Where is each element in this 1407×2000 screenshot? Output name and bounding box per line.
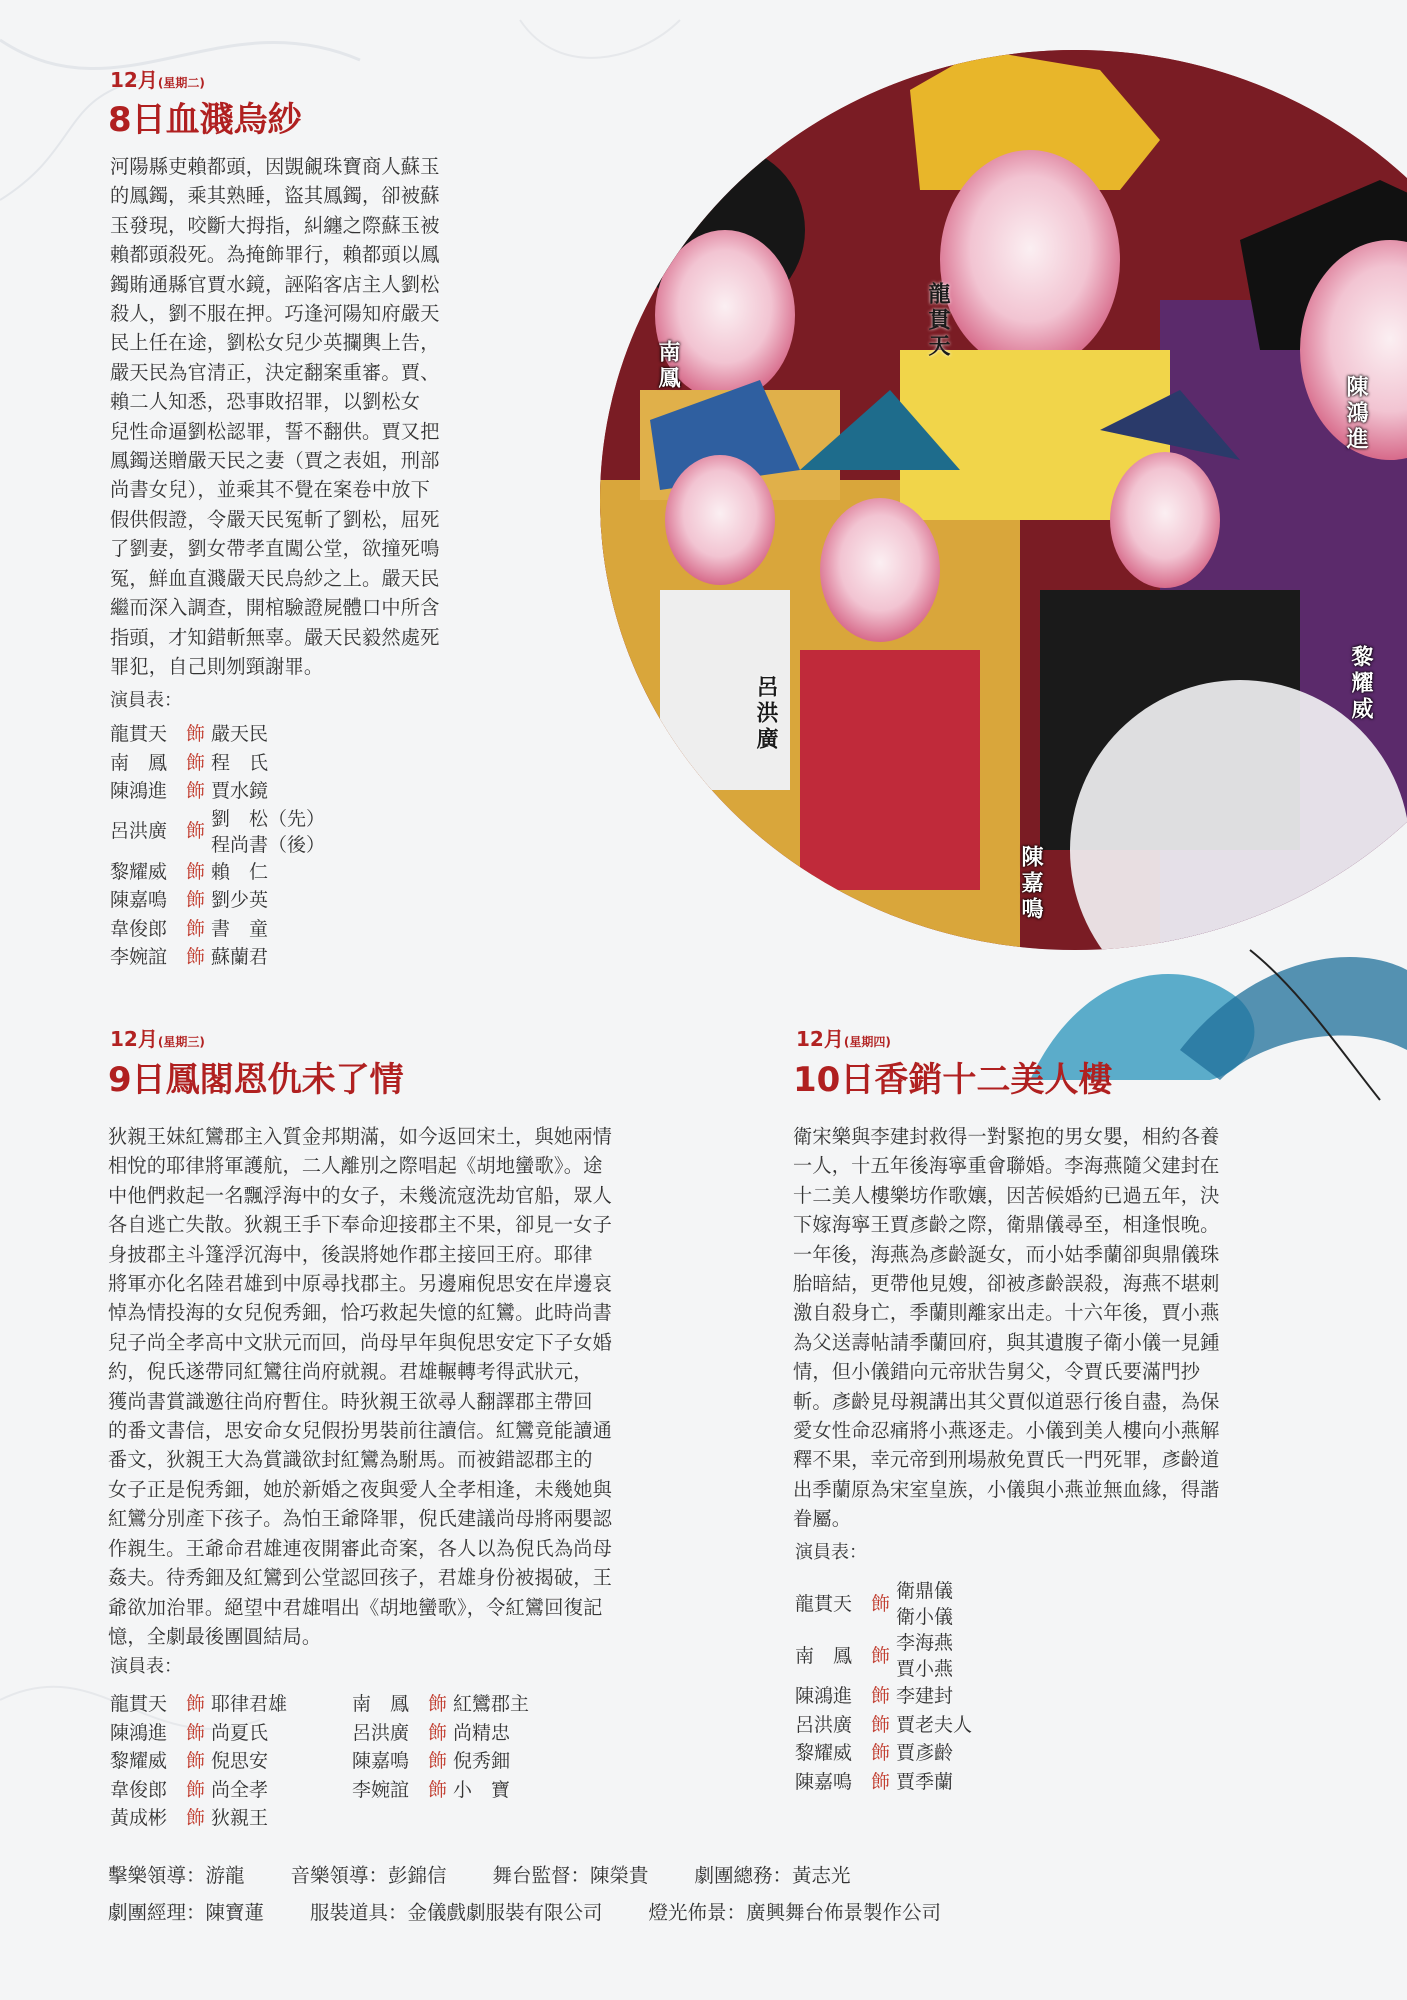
cast-role: 小 寶 [453,1778,511,1801]
caption-chenjiaming: 陳嘉鳴 [1018,845,1043,923]
credit-item: 服裝道具：金儀戲劇服裝有限公司 [310,1901,603,1924]
cast-row [352,1747,529,1776]
cast-actor: 南 鳳 [795,1644,853,1667]
cast-row [795,1768,972,1797]
synopsis-line: 悼為情投海的女兒倪秀鈿，恰巧救起失憶的紅鸞。此時尚書 [108,1301,613,1325]
cast-shi: 飾 [428,1778,448,1801]
synopsis-line: 獲尚書賞識邀往尚府暫住。時狄親王欲尋人翻譯郡主帶回 [108,1389,593,1413]
cast-shi: 飾 [428,1750,448,1772]
synopsis-line: 玉發現，咬斷大拇指，糾纏之際蘇玉被 [110,213,440,237]
cast-row [795,1682,972,1711]
cast-actor: 陳嘉鳴 [795,1770,853,1793]
cast-shi: 飾 [871,1770,891,1793]
synopsis-line: 相悅的耶律將軍護航，二人離別之際唱起《胡地蠻歌》。途 [108,1154,603,1178]
caption-lvhongguang: 呂洪廣 [753,675,778,753]
cast-actor: 呂洪廣 [110,820,168,843]
cast-actor: 李婉誼 [352,1778,410,1801]
cast-shi: 飾 [428,1693,448,1715]
cast-role: 賈小燕 [896,1658,954,1680]
show3-date-month: 12月(星期四) [796,1027,891,1051]
cast-actor: 黎耀威 [795,1742,853,1764]
cast-row [795,1578,972,1630]
credit-item: 舞台監督：陳榮貴 [492,1864,649,1887]
synopsis-line: 河陽縣吏賴都頭，因覬覦珠寶商人蘇玉 [110,155,440,178]
cast-row [795,1630,972,1682]
cast-shi: 飾 [871,1713,891,1736]
cast-shi: 飾 [871,1742,891,1764]
synopsis-line: 鐲賄通縣官賈水鏡，誣陷客店主人劉松 [110,272,440,296]
cast-row [110,943,325,972]
cast-role: 衛小儀 [896,1606,954,1628]
cast-role: 倪思安 [211,1750,269,1772]
credit-item: 擊樂領導：游龍 [108,1864,245,1887]
synopsis-line: 一人，十五年後海寧重會聯婚。李海燕隨父建封在 [793,1154,1220,1178]
cast-shi: 飾 [186,860,206,883]
synopsis-line: 假供假證，令嚴天民冤斬了劉松，屈死 [110,507,440,531]
synopsis-line: 指頭，才知錯斬無辜。嚴天民毅然處死 [110,625,440,649]
synopsis-line: 將軍亦化名陸君雄到中原尋找郡主。另邊廂倪思安在岸邊哀 [108,1272,613,1296]
synopsis-line: 下嫁海寧王賈彥齡之際，衛鼎儀尋至，相逢恨晚。 [793,1213,1220,1237]
synopsis-line: 罪犯，自己則刎頸謝罪。 [110,654,324,678]
cast-row [352,1719,529,1748]
cast-actor: 黎耀威 [110,860,168,883]
synopsis-line: 賴二人知悉，恐事敗招罪，以劉松女 [110,390,421,414]
cast-row [110,1804,287,1833]
caption-liyaowei: 黎耀威 [1348,645,1373,723]
cast-shi: 飾 [186,946,206,968]
cast-row [110,1747,287,1776]
show2-cast-list-right [352,1690,529,1804]
cast-role: 倪秀鈿 [453,1750,511,1772]
cast-actor: 呂洪廣 [352,1721,410,1744]
cast-role: 狄親王 [211,1807,269,1829]
cast-row [110,1690,287,1719]
synopsis-line: 一年後，海燕為彥齡誕女，而小姑季蘭卻與鼎儀珠 [793,1242,1220,1266]
synopsis-line: 番文，狄親王大為賞識欲封紅鸞為駙馬。而被錯認郡主的 [108,1448,593,1472]
cast-role: 尚精忠 [453,1721,511,1744]
synopsis-line: 賴都頭殺死。為掩飾罪行，賴都頭以鳳 [110,243,440,267]
synopsis-line: 中他們救起一名飄浮海中的女子，未幾流寇洗劫官船，眾人 [108,1183,613,1207]
cast-role-multi [896,1630,953,1682]
cast-row [110,806,325,858]
synopsis-line: 憶，全劇最後團圓結局。 [108,1624,322,1648]
synopsis-line: 嚴天民為官清正，決定翻案重審。賈、 [110,360,440,384]
cast-row [795,1739,972,1768]
cast-actor: 陳鴻進 [110,1721,168,1744]
synopsis-line: 釋不果，幸元帝到刑場赦免賈氏一門死罪，彥齡道 [793,1448,1220,1472]
synopsis-line: 為父送壽帖請季蘭回府，與其遺腹子衛小儀一見鍾 [793,1330,1220,1354]
synopsis-line: 兒性命逼劉松認罪，誓不翻供。賈又把 [110,419,440,443]
synopsis-line: 殺人，劉不服在押。巧逢河陽知府嚴天 [110,302,440,326]
synopsis-line: 民上任在途，劉松女兒少英攔輿上告， [110,331,440,355]
caption-chenhongjin: 陳鴻進 [1343,375,1368,453]
show3-cast-list [795,1578,972,1796]
cast-row [110,915,325,944]
credit-item: 音樂領導：彭錦信 [290,1864,447,1887]
cast-actor: 龍貫天 [110,723,168,745]
cast-shi: 飾 [186,1778,206,1801]
cast-role: 書 童 [211,917,269,940]
synopsis-line: 爺欲加治罪。絕望中君雄唱出《胡地蠻歌》，令紅鸞回復記 [108,1595,603,1619]
synopsis-line: 的番文書信，思安命女兒假扮男裝前往讀信。紅鸞竟能讀通 [108,1419,613,1443]
show3-cast-heading: 演員表： [795,1542,867,1563]
cast-shi: 飾 [186,1693,206,1715]
synopsis-line: 身披郡主斗篷浮沉海中，後誤將她作郡主接回王府。耶律 [108,1242,593,1266]
cast-actor: 陳鴻進 [795,1685,853,1707]
cast-role: 尚夏氏 [211,1721,269,1744]
show2-date-month: 12月(星期三) [110,1027,205,1051]
cast-shi: 飾 [871,1592,891,1615]
cast-actor: 南 鳳 [110,751,168,774]
cast-row [110,1776,287,1805]
synopsis-line: 出季蘭原為宋室皇族，小儀與小燕並無血緣，得諧 [793,1477,1220,1501]
synopsis-line: 姦夫。待秀鈿及紅鸞到公堂認回孩子，君雄身份被揭破，王 [108,1566,613,1590]
show1-synopsis [110,152,520,681]
cast-shi: 飾 [428,1721,448,1744]
cast-row [352,1776,529,1805]
cast-role: 紅鸞郡主 [453,1693,530,1715]
cast-role: 賈老夫人 [896,1713,973,1736]
cast-shi: 飾 [186,917,206,940]
show3-title: 10日香銷十二美人樓 [793,1060,1113,1100]
cast-actor: 韋俊郎 [110,917,168,940]
credit-item: 劇團總務：黃志光 [694,1864,851,1887]
synopsis-line: 兒子尚全孝高中文狀元而回，尚母早年與倪思安定下子女婚 [108,1330,613,1354]
synopsis-line: 了劉妻，劉女帶孝直闖公堂，欲撞死鳴 [110,537,440,561]
show2-synopsis [108,1122,738,1651]
synopsis-line: 胎暗結，更帶他見嫂，卻被彥齡誤殺，海燕不堪刺 [793,1272,1220,1296]
cast-shi: 飾 [871,1685,891,1707]
cast-actor: 呂洪廣 [795,1713,853,1736]
synopsis-line: 紅鸞分別產下孩子。為怕王爺降罪，倪氏建議尚母將兩嬰認 [108,1507,613,1531]
cast-shi: 飾 [186,889,206,911]
synopsis-line: 冤，鮮血直濺嚴天民烏紗之上。嚴天民 [110,566,440,590]
synopsis-line: 約，倪氏遂帶同紅鸞往尚府就親。君雄輾轉考得武狀元， [108,1360,593,1384]
cast-actor: 龍貫天 [110,1693,168,1715]
cast-role: 嚴天民 [211,723,269,745]
caption-nanfeng: 南鳳 [655,340,680,392]
synopsis-line: 狄親王妹紅鸞郡主入質金邦期滿，如今返回宋土，與她兩情 [108,1125,613,1148]
show3-synopsis [793,1122,1353,1534]
cast-actor: 南 鳳 [352,1693,410,1715]
cast-actor: 陳嘉鳴 [110,889,168,911]
cast-role: 賈水鏡 [211,780,269,802]
credit-item: 燈光佈景：廣興舞台佈景製作公司 [648,1901,942,1924]
cast-row [352,1690,529,1719]
cast-shi: 飾 [186,751,206,774]
cast-role: 賴 仁 [211,860,269,883]
cast-shi: 飾 [871,1644,891,1667]
cast-role: 程尚書（後） [211,833,326,856]
cast-shi: 飾 [186,1750,206,1772]
synopsis-line: 繼而深入調查，開棺驗證屍體口中所含 [110,596,440,620]
synopsis-line: 各自逃亡失散。狄親王手下奉命迎接郡主不果，卻見一女子 [108,1213,613,1237]
synopsis-line: 鳳鐲送贈嚴天民之妻（賈之表姐，刑部 [110,449,440,473]
cast-role: 賈季蘭 [896,1770,954,1793]
cast-role: 程 氏 [211,751,269,774]
cast-row [110,720,325,749]
cast-role: 尚全孝 [211,1778,269,1801]
cast-shi: 飾 [186,820,206,843]
show2-title: 9日鳳閣恩仇未了情 [108,1060,404,1100]
caption-longguantian: 龍貫天 [925,282,950,360]
cast-role: 耶律君雄 [211,1693,288,1715]
synopsis-line: 作親生。王爺命君雄連夜開審此奇案，各人以為倪氏為尚母 [108,1536,613,1560]
cast-shi: 飾 [186,1721,206,1744]
synopsis-line: 的鳳鐲，乘其熟睡，盜其鳳鐲，卻被蘇 [110,184,440,208]
show2-cast-heading: 演員表： [110,1656,182,1677]
synopsis-line: 衛宋樂與李建封救得一對緊抱的男女嬰，相約各養 [793,1125,1220,1148]
cast-role: 衛鼎儀 [896,1580,954,1602]
cast-role: 李建封 [896,1685,954,1707]
cast-actor: 黃成彬 [110,1807,168,1829]
cast-row [110,886,325,915]
cast-role-multi [211,806,325,858]
synopsis-line: 女子正是倪秀鈿，她於新婚之夜與愛人全孝相逢，未幾她與 [108,1477,613,1501]
cast-role-multi [896,1578,953,1630]
cast-row [795,1711,972,1740]
synopsis-line: 眷屬。 [793,1507,852,1531]
cast-actor: 龍貫天 [795,1592,853,1615]
show1-cast-heading: 演員表： [110,690,182,711]
cast-row [110,1719,287,1748]
cast-row [110,858,325,887]
cast-actor: 李婉誼 [110,946,168,968]
cast-actor: 黎耀威 [110,1750,168,1772]
synopsis-line: 愛女性命忍痛將小燕逐走。小儀到美人樓向小燕解 [793,1419,1220,1443]
cast-actor: 陳鴻進 [110,780,168,802]
synopsis-line: 激自殺身亡，季蘭則離家出走。十六年後，賈小燕 [793,1301,1220,1325]
cast-role: 賈彥齡 [896,1742,954,1764]
cast-actor: 韋俊郎 [110,1778,168,1801]
cast-role: 劉 松（先） [211,807,326,830]
credit-item: 劇團經理：陳寶蓮 [108,1901,265,1924]
cast-shi: 飾 [186,1807,206,1829]
cast-role: 劉少英 [211,889,269,911]
cast-shi: 飾 [186,780,206,802]
synopsis-line: 斬。彥齡見母親講出其父賈似道惡行後自盡，為保 [793,1389,1220,1413]
show1-date-month: 12月(星期二) [110,68,205,92]
cast-shi: 飾 [186,723,206,745]
cast-row [110,749,325,778]
cast-actor: 陳嘉鳴 [352,1750,410,1772]
cast-role: 蘇蘭君 [211,946,269,968]
credits-row-2 [108,1897,987,1925]
show1-cast-list [110,720,325,972]
synopsis-line: 情，但小儀錯向元帝狀告舅父，令賈氏要滿門抄 [793,1360,1201,1384]
synopsis-line: 尚書女兒），並乘其不覺在案卷中放下 [110,478,430,502]
show1-title: 8日血濺烏紗 [108,100,302,140]
credits-row-1 [108,1860,897,1888]
cast-row [110,777,325,806]
cast-role: 李海燕 [896,1632,954,1654]
show2-cast-list-left [110,1690,287,1833]
synopsis-line: 十二美人樓樂坊作歌孃，因苦候婚約已過五年，決 [793,1183,1220,1207]
